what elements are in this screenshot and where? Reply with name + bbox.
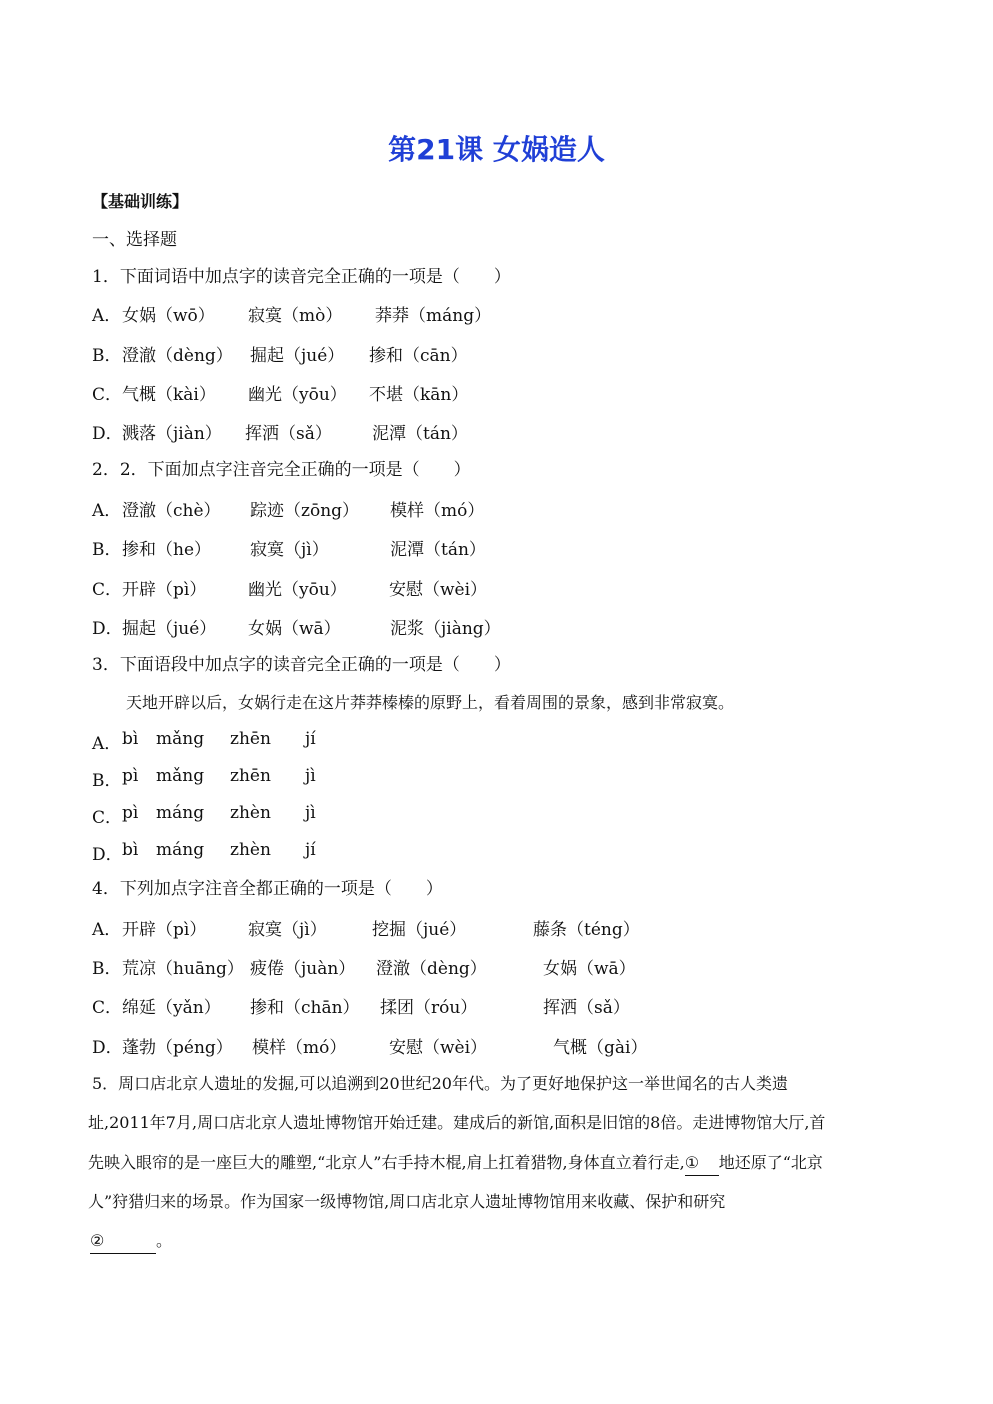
option-label: C．: [92, 385, 123, 405]
option-item: 幽光（yōu）: [248, 385, 347, 405]
option-item: mǎng: [156, 729, 205, 749]
option-item: 挥洒（sǎ）: [543, 998, 630, 1018]
option-label: D．: [92, 845, 123, 865]
option-item: 掺和（he）: [122, 540, 212, 560]
option-label: D．: [92, 424, 123, 444]
option-item: 莽莽（máng）: [375, 306, 492, 326]
question-1-stem: 1．下面词语中加点字的读音完全正确的一项是（ ）: [92, 267, 511, 287]
option-item: 女娲（wā）: [248, 619, 341, 639]
option-label: B．: [92, 959, 122, 979]
option-item: jì: [305, 766, 316, 786]
option-item: 挥洒（sǎ）: [245, 424, 332, 444]
option-item: bì: [122, 840, 139, 860]
option-item: 荒凉（huāng）: [122, 959, 244, 979]
option-item: 溅落（jiàn）: [122, 424, 222, 444]
option-item: 澄澈（dèng）: [376, 959, 487, 979]
option-label: D．: [92, 1038, 123, 1058]
option-label: D．: [92, 619, 123, 639]
question-5-text: 先映入眼帘的是一座巨大的雕塑,“北京人”右手持木棍,肩上扛着猎物,身体直立着行走,: [88, 1153, 685, 1172]
option-item: 绵延（yǎn）: [122, 998, 221, 1018]
option-item: 模样（mó）: [252, 1038, 347, 1058]
section-heading: 【基础训练】: [92, 192, 189, 211]
option-label: A．: [92, 306, 122, 326]
option-item: máng: [156, 803, 205, 823]
question-2-stem: 2．2．下面加点字注音完全正确的一项是（ ）: [92, 460, 471, 480]
option-item: zhèn: [230, 840, 271, 860]
page-title: 第21课 女娲造人: [388, 133, 605, 166]
option-label: C．: [92, 580, 123, 600]
option-item: 澄澈（chè）: [122, 501, 221, 521]
option-item: 寂寞（mò）: [248, 306, 343, 326]
option-item: 泥潭（tán）: [390, 540, 486, 560]
option-label: C．: [92, 998, 123, 1018]
option-label: B．: [92, 540, 122, 560]
option-item: 揉团（róu）: [380, 998, 478, 1018]
question-5-text: 。: [156, 1231, 173, 1250]
option-item: 寂寞（jì）: [248, 920, 327, 940]
option-item: jì: [305, 803, 316, 823]
part-heading: 一、选择题: [92, 230, 177, 250]
option-item: máng: [156, 840, 205, 860]
option-item: pì: [122, 766, 139, 786]
answer-blank-1[interactable]: [685, 1151, 719, 1176]
option-label: B．: [92, 771, 122, 791]
option-item: 女娲（wā）: [543, 959, 636, 979]
option-label: A．: [92, 501, 122, 521]
option-item: 澄澈（dèng）: [122, 346, 233, 366]
option-item: 女娲（wō）: [122, 306, 215, 326]
option-item: zhēn: [230, 729, 271, 749]
option-item: 幽光（yōu）: [248, 580, 347, 600]
option-item: jí: [305, 840, 316, 860]
option-item: zhēn: [230, 766, 271, 786]
question-3-passage: 天地开辟以后，女娲行走在这片莽莽榛榛的原野上，看着周围的景象，感到非常寂寞。: [126, 693, 735, 712]
option-label: A．: [92, 734, 122, 754]
option-item: 掘起（jué）: [250, 346, 345, 366]
question-3-stem: 3．下面语段中加点字的读音完全正确的一项是（ ）: [92, 655, 511, 675]
question-5-line: [90, 1229, 172, 1254]
option-item: 开辟（pì）: [122, 580, 207, 600]
option-item: 蓬勃（péng）: [122, 1038, 233, 1058]
option-item: 安慰（wèi）: [389, 1038, 488, 1058]
option-item: 掺和（cān）: [369, 346, 468, 366]
question-5-line: [88, 1151, 823, 1176]
question-5-text: 地还原了“北京: [718, 1153, 823, 1172]
option-label: B．: [92, 346, 122, 366]
blank-marker: ①: [684, 1153, 700, 1172]
question-5-line: 5．周口店北京人遗址的发掘,可以追溯到20世纪20年代。为了更好地保护这一举世闻名的古人类遗: [92, 1074, 788, 1093]
option-item: 开辟（pì）: [122, 920, 207, 940]
option-item: 泥潭（tán）: [372, 424, 468, 444]
question-5-line: 址,2011年7月,周口店北京人遗址博物馆开始迁建。建成后的新馆,面积是旧馆的8倍。走进博物馆大厅,首: [88, 1113, 826, 1132]
option-item: 挖掘（jué）: [372, 920, 467, 940]
option-item: 掘起（jué）: [122, 619, 217, 639]
option-item: 踪迹（zōng）: [250, 501, 360, 521]
option-item: pì: [122, 803, 139, 823]
option-item: 藤条（téng）: [533, 920, 640, 940]
option-item: 疲倦（juàn）: [250, 959, 356, 979]
answer-blank-2[interactable]: [90, 1229, 156, 1254]
option-item: 掺和（chān）: [250, 998, 360, 1018]
blank-marker: ②: [90, 1231, 105, 1250]
option-label: A．: [92, 920, 122, 940]
option-item: mǎng: [156, 766, 205, 786]
option-item: 泥浆（jiàng）: [390, 619, 501, 639]
question-4-stem: 4．下列加点字注音全都正确的一项是（ ）: [92, 879, 443, 899]
option-item: 气概（kài）: [122, 385, 216, 405]
option-item: bì: [122, 729, 139, 749]
option-item: 模样（mó）: [390, 501, 485, 521]
option-item: 寂寞（jì）: [250, 540, 329, 560]
option-item: zhèn: [230, 803, 271, 823]
option-item: 安慰（wèi）: [389, 580, 488, 600]
option-item: jí: [305, 729, 316, 749]
option-item: 不堪（kān）: [369, 385, 469, 405]
option-label: C．: [92, 808, 123, 828]
question-5-line: 人”狩猎归来的场景。作为国家一级博物馆,周口店北京人遗址博物馆用来收藏、保护和研究: [88, 1192, 726, 1211]
option-item: 气概（gài）: [553, 1038, 648, 1058]
